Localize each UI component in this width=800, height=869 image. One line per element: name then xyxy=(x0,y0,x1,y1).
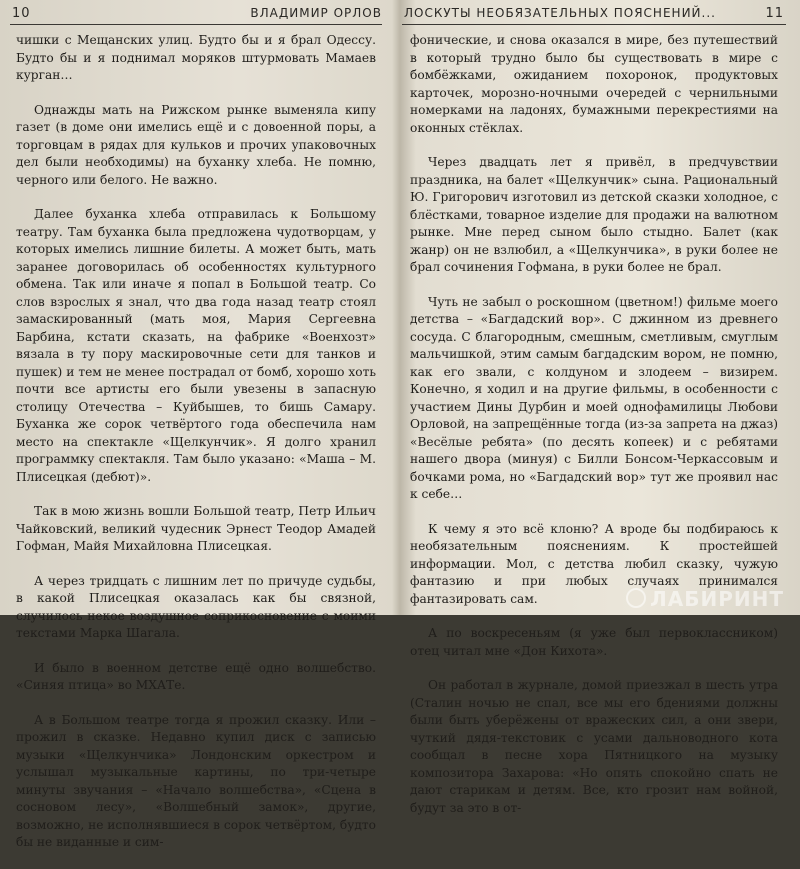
paragraph: И было в военном детстве ещё одно волшебство. «Синяя птица» во МХАТе. xyxy=(16,660,376,692)
paragraph: Он работал в журнале, домой приезжал в шесть утра (Сталин ночью не спал, все мы его бдениями должны были быть уберёжены от вражеских сил, а они звери, чуткий дядя-текстовик с усами дальноводного кота сообщал в песне хора Пятницкого на музыку композитора Захарова: «Но опять спокойно спать не дают старикам и детям. Все, кто грозит нам войной, будут за это в от- xyxy=(410,678,778,815)
right-header-rule xyxy=(402,24,786,25)
right-page-number: 11 xyxy=(765,6,784,21)
paragraph: А через тридцать с лишним лет по причуде судьбы, в какой Плисецкая оказалась как бы связной, случилось некое воздушное соприкосновение с моими текстами Марка Шагала. xyxy=(16,573,376,640)
paragraph: чишки с Мещанских улиц. Будто бы и я брал Одессу. Будто бы и я поднимал моряков штурмовать Мамаев курган… xyxy=(16,33,376,82)
left-running-head xyxy=(12,4,384,26)
paragraph: К чему я это всё клоню? А вроде бы подбираюсь к необязательным пояснениям. К простейшей информации. Мол, с детства любил сказку, чужую фантазию и при любых случаях принимался фантазировать сам. xyxy=(410,521,778,606)
left-page-body xyxy=(16,32,376,869)
left-page-number: 10 xyxy=(12,6,31,21)
paragraph: Однажды мать на Рижском рынке выменяла кипу газет (в доме они имелись ещё и с довоенной поры, а торговцам в рядах для кульков и прочих упаковочных дел были необходимы) на буханку хлеба. Не помню, черного или белого. Не важно. xyxy=(16,102,376,187)
paragraph: А в Большом театре тогда я прожил сказку. Или – прожил в сказке. Недавно купил диск с записью музыки «Щелкунчика» Лондонским оркестром и услышал музыкальные картины, по три-четыре минуты звучания – «Начало волшебства», «Сцена в сосновом лесу», «Волшебный замок», другие, возможно, не исполнявшиеся в сорок четвёртом, будто бы не виданные и сим- xyxy=(16,712,376,849)
left-header-rule xyxy=(10,24,382,25)
paragraph: Чуть не забыл о роскошном (цветном!) фильме моего детства – «Багдадский вор». С джинном из древнего сосуда. С благородным, смешным, сметливым, смуглым мальчишкой, этим самым багдадским вором, не помню, как его звали, с колдуном и злодеем – визирем. Конечно, я ходил и на другие фильмы, в особенности с участием Дины Дурбин и моей однофамилицы Любови Орловой, на запрещённые тогда (из-за запрета на джаз) «Весёлые ребята» (по десять копеек) и с ребятами нашего двора (минуя) с Билли Бонсом-Черкассовым и бочками рома, но «Багдадский вор» тут же проявил нас к себе… xyxy=(410,294,778,501)
right-page-body xyxy=(410,32,778,834)
left-page-header: ВЛАДИМИР ОРЛОВ xyxy=(250,6,382,20)
watermark-text: ЛАБИРИНТ xyxy=(650,587,784,611)
labyrinth-icon xyxy=(626,588,646,608)
watermark-logo xyxy=(626,587,784,611)
paragraph: Так в мою жизнь вошли Большой театр, Петр Ильич Чайковский, великий чудесник Эрнест Теодор Амадей Гофман, Майя Михайловна Плисецкая. xyxy=(16,504,376,553)
left-page xyxy=(0,0,392,849)
right-page xyxy=(400,0,800,815)
paragraph: Далее буханка хлеба отправилась к Большому театру. Там буханка была предложена чудотворцам, у которых имелись лишние билеты. А может быть, мать заранее договорилась об особенностях культурного обмена. Так или иначе я попал в Большой театр. Со слов взрослых я знал, что два года назад театр стоял замаскированный (мать моя, Мария Сергеевна Барбина, кстати сказать, на фабрике «Военхозт» вязала в ту пору маскировочные сети для танков и пушек) и тем не менее пострадал от бомб, хорошо хоть почти все артисты его были увезены в запасную столицу Отечества – Куйбышев, то бишь Самару. Буханка же сорок четвёртого года обеспечила нам место на спектакле «Щелкунчик». Я долго хранил программку спектакля. Там было указано: «Маша – М. Плисецкая (дебют)». xyxy=(16,207,376,484)
right-running-head xyxy=(402,4,784,26)
paragraph: А по воскресеньям (я уже был первоклассником) отец читал мне «Дон Кихота». xyxy=(410,626,778,658)
right-page-header: ЛОСКУТЫ НЕОБЯЗАТЕЛЬНЫХ ПОЯСНЕНИЙ... xyxy=(404,6,716,20)
paragraph: Через двадцать лет я привёл, в предчувствии праздника, на балет «Щелкунчик» сына. Рациональный Ю. Григорович изготовил из детской сказки холодное, с блёстками, товарное изделие для продажи на валютном рынке. Мне перед сыном было стыдно. Балет (как жанр) он не взлюбил, а «Щелкунчика», в руки более не брал сочинения Гофмана, в руки более не брал. xyxy=(410,155,778,274)
paragraph: фонические, и снова оказался в мире, без путешествий в который трудно было бы существовать в мире с бомбёжками, ожиданием похоронок, продуктовых карточек, морозно-ночными очередей с чернильными номерками на ладонях, бумажными перекрестиями на оконных стёклах. xyxy=(410,33,778,135)
